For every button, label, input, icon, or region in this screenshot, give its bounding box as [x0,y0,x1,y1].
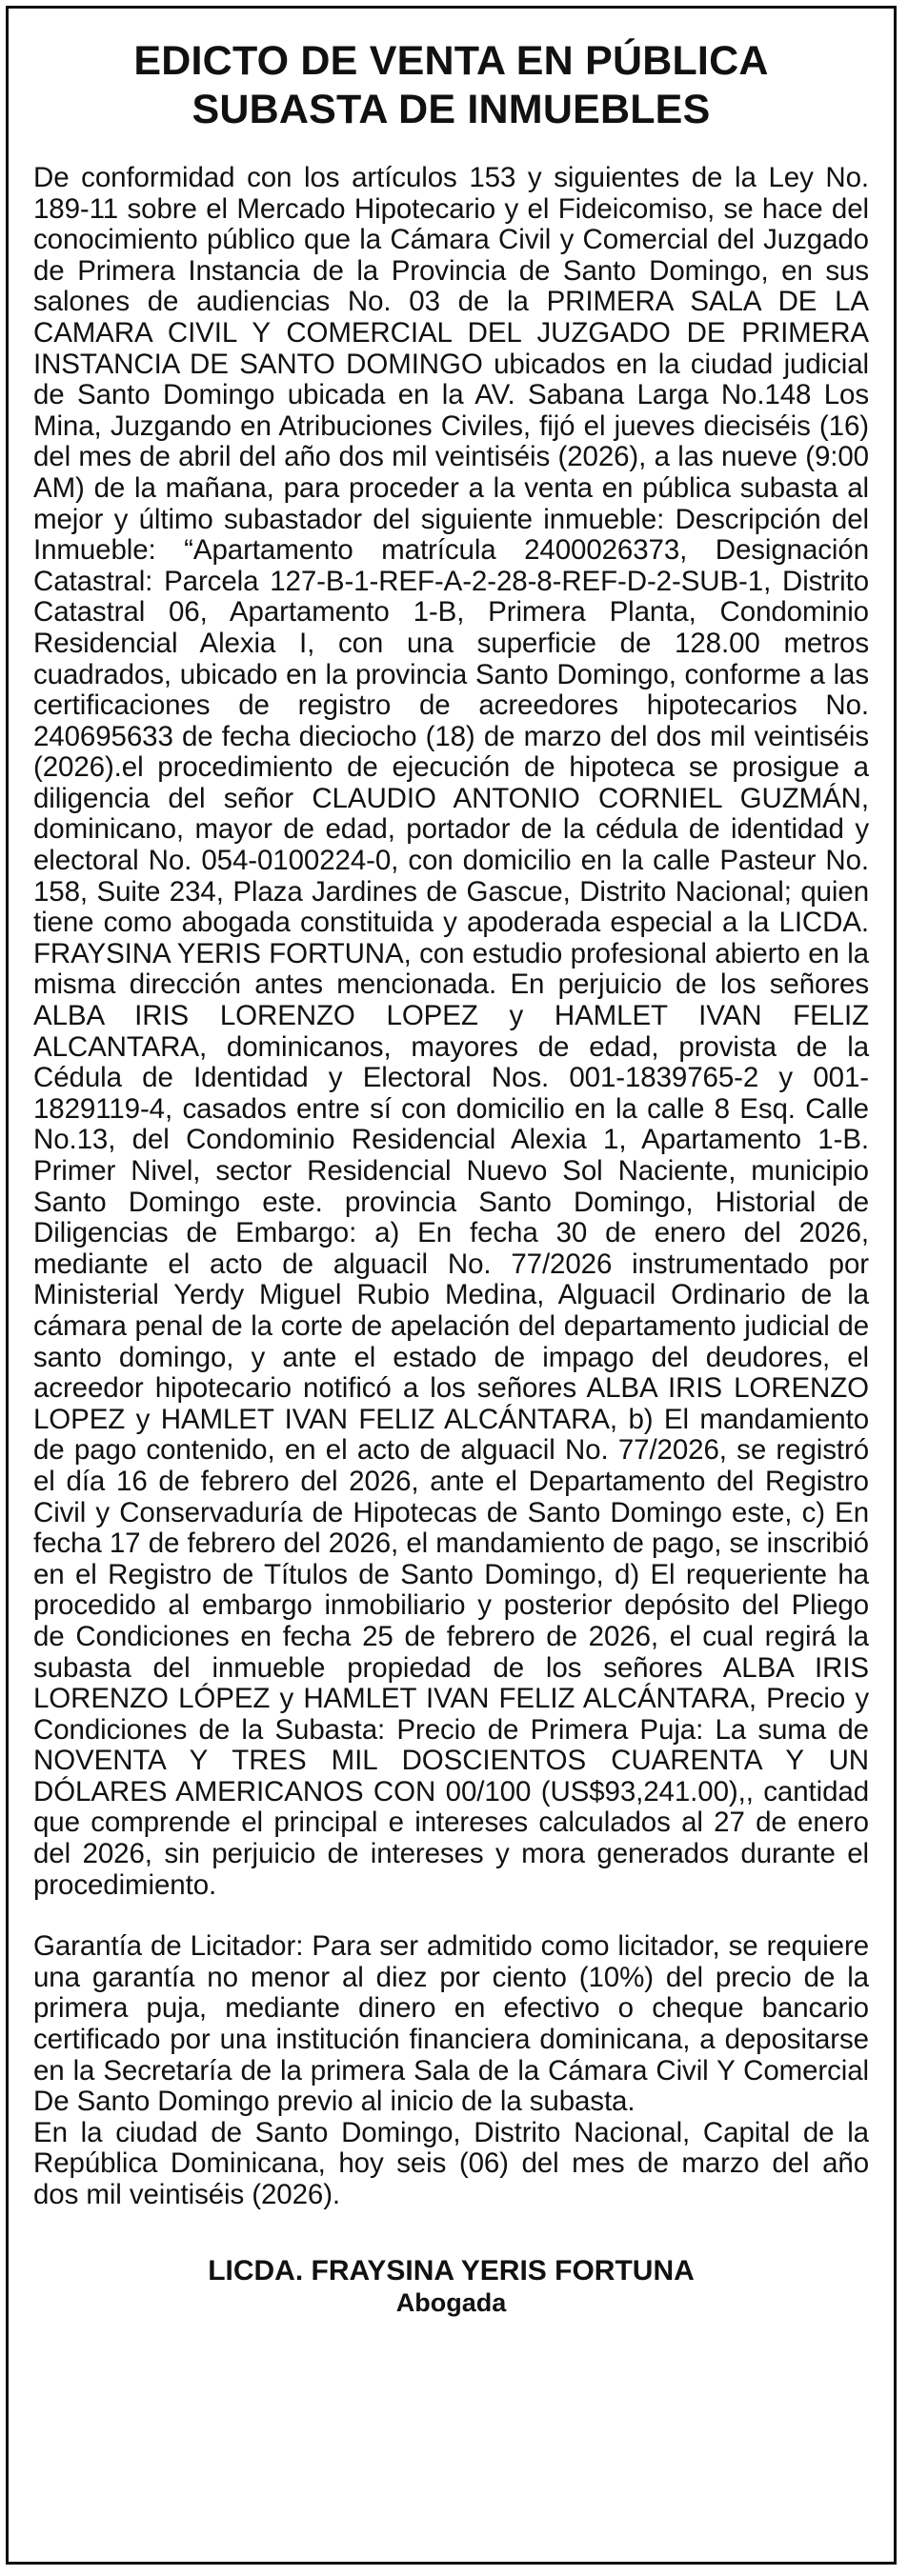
paragraph-bidder-guarantee: Garantía de Licitador: Para ser admitido como licitador, se requiere una garantía no menor al diez por ciento (10%) del precio de la primera puja, mediante dinero en efectivo o cheque bancario certificado por una institución financiera dominicana, a depositarse en la Secretaría de la primera Sala de la Cámara Civil Y Comercial De Santo Domingo previo al inicio de la subasta. [33,1930,869,2118]
signature-block [33,2255,869,2318]
paragraph-place-date: En la ciudad de Santo Domingo, Distrito Nacional, Capital de la República Dominicana, hoy seis (06) del mes de marzo del año dos mil veintiséis (2026). [33,2116,869,2210]
paragraph-auction-details: De conformidad con los artículos 153 y siguientes de la Ley No. 189-11 sobre el Mercado Hipotecario y el Fideicomiso, se hace del conocimiento público que la Cámara Civil y Comercial del Juzgado de Primera Instancia de la Provincia de Santo Domingo, en sus salones de audiencias No. 03 de la PRIMERA SALA DE LA CAMARA CIVIL Y COMERCIAL DEL JUZGADO DE PRIMERA INSTANCIA DE SANTO DOMINGO ubicados en la ciudad judicial de Santo Domingo ubicada en la AV. Sabana Larga No.148 Los Mina, Juzgando en Atribuciones Civiles, fijó el jueves dieciséis (16) del mes de abril del año dos mil veintiséis (2026), a las nueve (9:00 AM) de la mañana, para proceder a la venta en pública subasta al mejor y último subastador del siguiente inmueble: Descripción del Inmueble: “Apartamento matrícula 2400026373, Designación Catastral: Parcela 127-B-1-REF-A-2-28-8-REF-D-2-SUB-1, Distrito Catastral 06, Apartamento 1-B, Primera Planta, Condominio Residencial Alexia I, con una superficie de 128.00 metros cuadrados, ubicado en la provincia Santo Domingo, conforme a las certificaciones de registro de acreedores hipotecarios No. 240695633 de fecha dieciocho (18) de marzo del dos mil veintiséis (2026).el procedimiento de ejecución de hipoteca se prosigue a diligencia del señor CLAUDIO ANTONIO CORNIEL GUZMÁN, dominicano, mayor de edad, portador de la cédula de identidad y electoral No. 054-0100224-0, con domicilio en la calle Pasteur No. 158, Suite 234, Plaza Jardines de Gascue, Distrito Nacional; quien tiene como abogada constituida y apoderada especial a la LICDA. FRAYSINA YERIS FORTUNA, con estudio profesional abierto en la misma dirección antes mencionada. En perjuicio de los señores ALBA IRIS LORENZO LOPEZ y HAMLET IVAN FELIZ ALCANTARA, dominicanos, mayores de edad, provista de la Cédula de Identidad y Electoral Nos. 001-1839765-2 y 001-1829119-4, casados entre sí con domicilio en la calle 8 Esq. Calle No.13, del Condominio Residencial Alexia 1, Apartamento 1-B. Primer Nivel, sector Residencial Nuevo Sol Naciente, municipio Santo Domingo este. provincia Santo Domingo, Historial de Diligencias de Embargo: a) En fecha 30 de enero del 2026, mediante el acto de alguacil No. 77/2026 instrumentado por Ministerial Yerdy Miguel Rubio Medina, Alguacil Ordinario de la cámara penal de la corte de apelación del departamento judicial de santo domingo, y ante el estado de impago del deudores, el acreedor hipotecario notificó a los señores ALBA IRIS LORENZO LOPEZ y HAMLET IVAN FELIZ ALCÁNTARA, b) El mandamiento de pago contenido, en el acto de alguacil No. 77/2026, se registró el día 16 de febrero del 2026, ante el Departamento del Registro Civil y Conservaduría de Hipotecas de Santo Domingo este, c) En fecha 17 de febrero del 2026, el mandamiento de pago, se inscribió en el Registro de Títulos de Santo Domingo, d) El requeriente ha procedido al embargo inmobiliario y posterior depósito del Pliego de Condiciones en fecha 25 de febrero de 2026, el cual regirá la subasta del inmueble propiedad de los señores ALBA IRIS LORENZO LÓPEZ y HAMLET IVAN FELIZ ALCÁNTARA, Precio y Condiciones de la Subasta: Precio de Primera Puja: La suma de NOVENTA Y TRES MIL DOSCIENTOS CUARENTA Y UN DÓLARES AMERICANOS CON 00/100 (US$93,241.00),, cantidad que comprende el principal e intereses calculados al 27 de enero del 2026, sin perjuicio de intereses y mora generados durante el procedimiento. [33,162,869,1901]
signatory-name: LICDA. FRAYSINA YERIS FORTUNA [208,2254,695,2286]
signatory-role: Abogada [395,2287,507,2317]
notice-title: EDICTO DE VENTA EN PÚBLICA SUBASTA DE INMUEBLES [133,38,769,132]
legal-notice-box [6,6,897,2565]
notice-body [33,163,869,2211]
